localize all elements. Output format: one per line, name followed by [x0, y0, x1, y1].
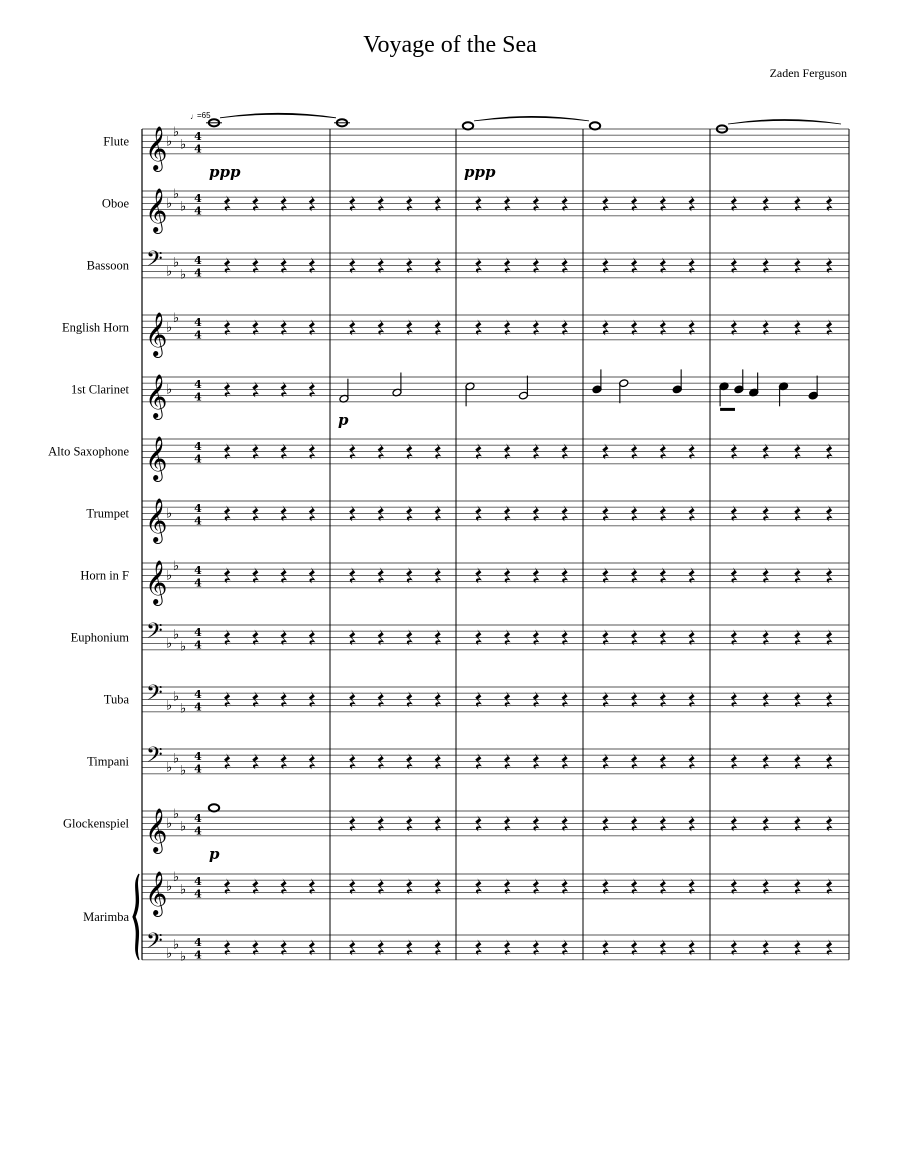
time-signature-top: 4: [194, 316, 202, 329]
treble-clef-icon: 𝄞: [145, 187, 168, 232]
time-signature-top: 4: [194, 936, 202, 949]
time-signature-bottom: 4: [194, 514, 202, 528]
key-flat-icon: ♭: [166, 879, 173, 895]
tie: [474, 116, 589, 121]
staff-name: Euphonium: [70, 630, 129, 645]
time-signature-bottom: 4: [194, 887, 202, 901]
staff-name: Tuba: [103, 692, 129, 707]
key-flat-icon: ♭: [166, 636, 173, 652]
key-flat-icon: ♭: [166, 816, 173, 832]
key-flat-icon: ♭: [166, 568, 173, 584]
treble-clef-icon: 𝄞: [145, 311, 168, 356]
key-flat-icon: ♭: [166, 196, 173, 212]
staff-name: 1st Clarinet: [71, 382, 129, 397]
time-signature-bottom: 4: [194, 824, 202, 838]
time-signature-bottom: 4: [194, 700, 202, 714]
staff-name: Alto Saxophone: [48, 444, 129, 459]
whole-note: [463, 122, 473, 129]
time-signature-top: 4: [194, 192, 202, 205]
time-signature-bottom: 4: [194, 762, 202, 776]
staff-name: Oboe: [101, 196, 129, 211]
tie: [220, 113, 336, 118]
staff-name: Timpani: [87, 754, 129, 769]
key-flat-icon: ♭: [173, 870, 180, 886]
key-flat-icon: ♭: [180, 701, 187, 717]
treble-clef-icon: 𝄞: [145, 373, 168, 418]
tempo-marking: =65: [197, 111, 211, 120]
time-signature-bottom: 4: [194, 638, 202, 652]
bass-clef-icon: 𝄢: [146, 681, 163, 711]
key-flat-icon: ♭: [180, 949, 187, 965]
key-flat-icon: ♭: [173, 125, 180, 141]
key-flat-icon: ♭: [173, 255, 180, 271]
staff-name: English Horn: [61, 320, 129, 335]
tempo-note-icon: ♩: [190, 112, 198, 121]
time-signature-bottom: 4: [194, 204, 202, 218]
key-flat-icon: ♭: [180, 199, 187, 215]
time-signature-top: 4: [194, 750, 202, 763]
key-flat-icon: ♭: [173, 689, 180, 705]
dynamic-marking: ppp: [464, 162, 496, 181]
staff-name: Bassoon: [86, 258, 129, 273]
key-flat-icon: ♭: [173, 807, 180, 823]
bass-clef-icon: 𝄢: [146, 619, 163, 649]
key-flat-icon: ♭: [166, 382, 173, 398]
time-signature-bottom: 4: [194, 266, 202, 280]
time-signature-top: 4: [194, 502, 202, 515]
time-signature-top: 4: [194, 378, 202, 391]
key-flat-icon: ♭: [180, 137, 187, 153]
bass-clef-icon: 𝄢: [146, 929, 163, 959]
key-flat-icon: ♭: [173, 937, 180, 953]
staff-name: Flute: [103, 134, 129, 149]
time-signature-top: 4: [194, 130, 202, 143]
treble-clef-icon: 𝄞: [145, 497, 168, 542]
grand-staff-brace: [133, 874, 139, 960]
key-flat-icon: ♭: [173, 559, 180, 575]
staff-name: Trumpet: [86, 506, 129, 521]
key-flat-icon: ♭: [180, 267, 187, 283]
bass-clef-icon: 𝄢: [146, 247, 163, 277]
staff-name: Marimba: [83, 909, 129, 924]
time-signature-bottom: 4: [194, 328, 202, 342]
staff-name: Horn in F: [80, 568, 129, 583]
key-flat-icon: ♭: [173, 311, 180, 327]
time-signature-top: 4: [194, 812, 202, 825]
treble-clef-icon: 𝄞: [145, 125, 168, 170]
time-signature-bottom: 4: [194, 948, 202, 962]
key-flat-icon: ♭: [173, 627, 180, 643]
key-flat-icon: ♭: [180, 763, 187, 779]
time-signature-top: 4: [194, 440, 202, 453]
treble-clef-icon: 𝄞: [145, 559, 168, 604]
treble-clef-icon: 𝄞: [145, 435, 168, 480]
key-flat-icon: ♭: [180, 819, 187, 835]
key-flat-icon: ♭: [180, 639, 187, 655]
key-flat-icon: ♭: [166, 134, 173, 150]
key-flat-icon: ♭: [166, 946, 173, 962]
treble-clef-icon: 𝄞: [145, 807, 168, 852]
key-flat-icon: ♭: [166, 506, 173, 522]
key-flat-icon: ♭: [173, 187, 180, 203]
dynamic-marking: ppp: [209, 162, 241, 181]
time-signature-top: 4: [194, 626, 202, 639]
whole-note: [590, 122, 600, 129]
dynamic-marking: p: [338, 410, 349, 429]
time-signature-top: 4: [194, 254, 202, 267]
time-signature-bottom: 4: [194, 576, 202, 590]
time-signature-top: 4: [194, 564, 202, 577]
staff-name: Glockenspiel: [63, 816, 129, 831]
key-flat-icon: ♭: [173, 751, 180, 767]
whole-note: [209, 804, 219, 811]
dynamic-marking: p: [209, 844, 220, 863]
time-signature-bottom: 4: [194, 452, 202, 466]
tie: [728, 120, 841, 125]
composer-name: Zaden Ferguson: [769, 66, 847, 80]
key-flat-icon: ♭: [166, 760, 173, 776]
treble-clef-icon: 𝄞: [145, 870, 168, 915]
key-flat-icon: ♭: [166, 264, 173, 280]
time-signature-bottom: 4: [194, 390, 202, 404]
bass-clef-icon: 𝄢: [146, 743, 163, 773]
time-signature-top: 4: [194, 688, 202, 701]
score-title: Voyage of the Sea: [363, 32, 537, 58]
key-flat-icon: ♭: [166, 698, 173, 714]
key-flat-icon: ♭: [166, 320, 173, 336]
time-signature-bottom: 4: [194, 142, 202, 156]
time-signature-top: 4: [194, 875, 202, 888]
key-flat-icon: ♭: [180, 882, 187, 898]
